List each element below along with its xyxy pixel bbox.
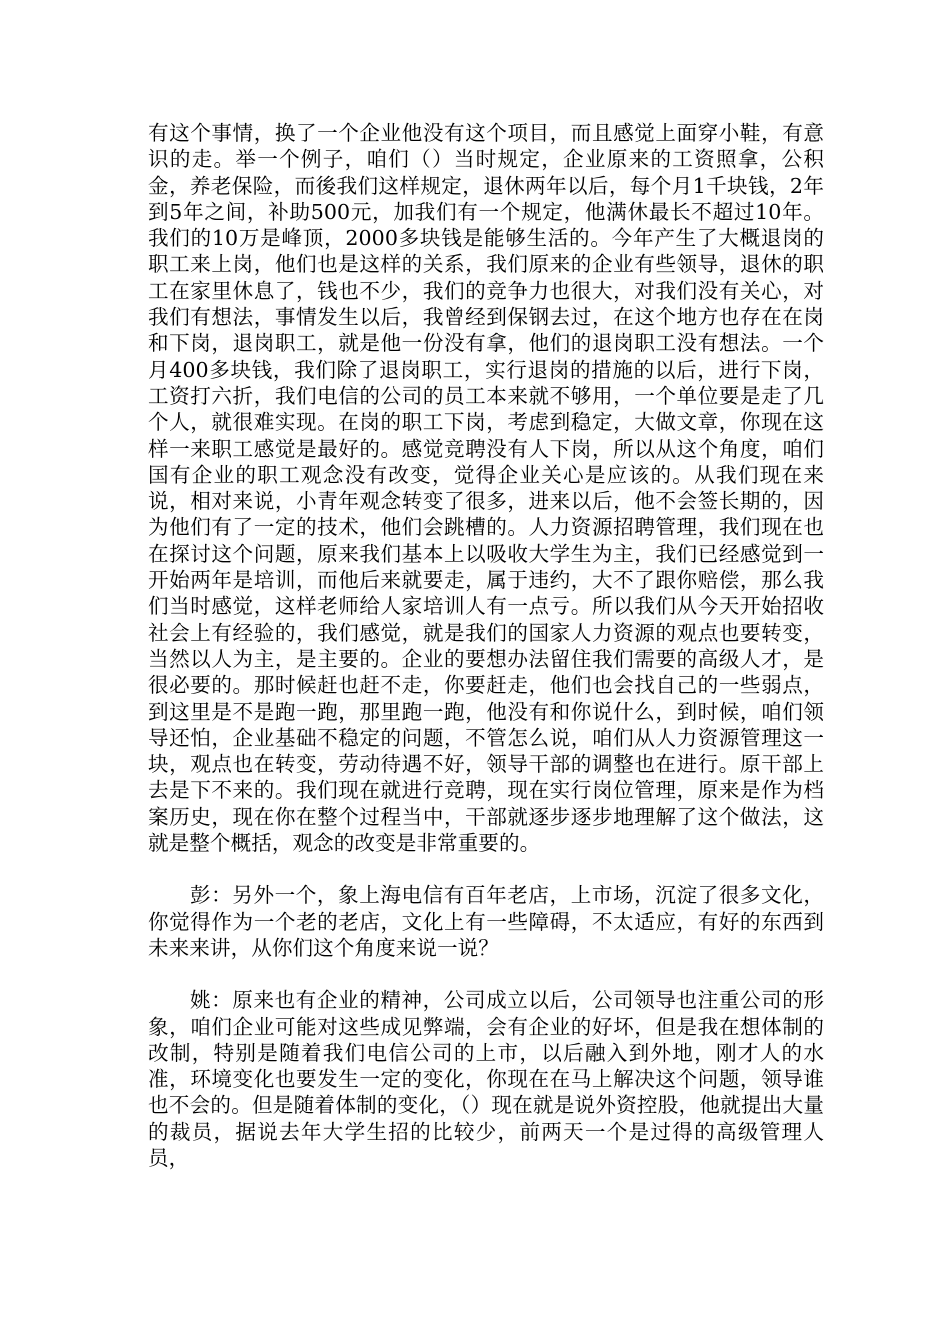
paragraph-body-continuation: 有这个事情，换了一个企业他没有这个项目，而且感觉上面穿小鞋，有意识的走。举一个例子，咱们（）当时规定，企业原来的工资照拿，公积金，养老保险，而後我们这样规定，退休两年以后，每个月1千块钱，2年到5年之间，补助500元，加我们有一个规定，他满休最长不超过10年。我们的10万是峰顶，2000多块钱是能够生活的。今年产生了大概退岗的职工来上岗，他们也是这样的关系，我们原来的企业有些领导，退休的职工在家里休息了，钱也不少，我们的竞争力也很大，对我们没有关心，对我们有想法，事情发生以后，我曾经到保钢去过，在这个地方也存在在岗和下岗，退岗职工，就是他一份没有拿，他们的退岗职工没有想法。一个月400多块钱，我们除了退岗职工，实行退岗的措施的以后，进行下岗，工资打六折，我们电信的公司的员工本来就不够用，一个单位要是走了几个人，就很难实现。在岗的职工下岗，考虑到稳定，大做文章，你现在这样一来职工感觉是最好的。感觉竞聘没有人下岗，所以从这个角度，咱们国有企业的职工观念没有改变，觉得企业关心是应该的。从我们现在来说，相对来说，小青年观念转变了很多，进来以后，他不会签长期的，因为他们有了一定的技术，他们会跳槽的。人力资源招聘管理，我们现在也在探讨这个问题，原来我们基本上以吸收大学生为主，我们已经感觉到一开始两年是培训，而他后来就要走，属于违约，大不了跟你赔偿，那么我们当时感觉，这样老师给人家培训人有一点亏。所以我们从今天开始招收社会上有经验的，我们感觉，就是我们的国家人力资源的观点也要转变，当然以人为主，是主要的。企业的要想办法留住我们需要的高级人才，是很必要的。那时候赶也赶不走，你要赶走，他们也会找自己的一些弱点，到这里是不是跑一跑，那里跑一跑，他没有和你说什么，到时候，咱们领导还怕，企业基础不稳定的问题，不管怎么说，咱们从人力资源管理这一块，观点也在转变，劳动待遇不好，领导干部的调整也在进行。原干部上去是下不来的。我们现在就进行竞聘，现在实行岗位管理，原来是作为档案历史，现在你在整个过程当中，干部就逐步逐步地理解了这个做法，这就是整个概括，观念的改变是非常重要的。 [148,121,824,856]
paragraph-yao-answer: 姚：原来也有企业的精神，公司成立以后，公司领导也注重公司的形象，咱们企业可能对这些成见弊端，会有企业的好坏，但是我在想体制的改制，特别是随着我们电信公司的上市，以后融入到外地，刚才人的水准，环境变化也要发生一定的变化，你现在在马上解决这个问题，领导谁也不会的。但是随着体制的变化，（）现在就是说外资控股，他就提出大量的裁员，据说去年大学生招的比较少，前两天一个是过得的高级管理人员， [148,988,824,1170]
paragraph-peng-question: 彭：另外一个，象上海电信有百年老店，上市场，沉淀了很多文化，你觉得作为一个老的老店，文化上有一些障碍，不太适应，有好的东西到未来来讲，从你们这个角度来说一说？ [148,883,824,960]
paragraph-gap [148,961,824,987]
document-page [148,120,824,1171]
paragraph-gap [148,856,824,882]
